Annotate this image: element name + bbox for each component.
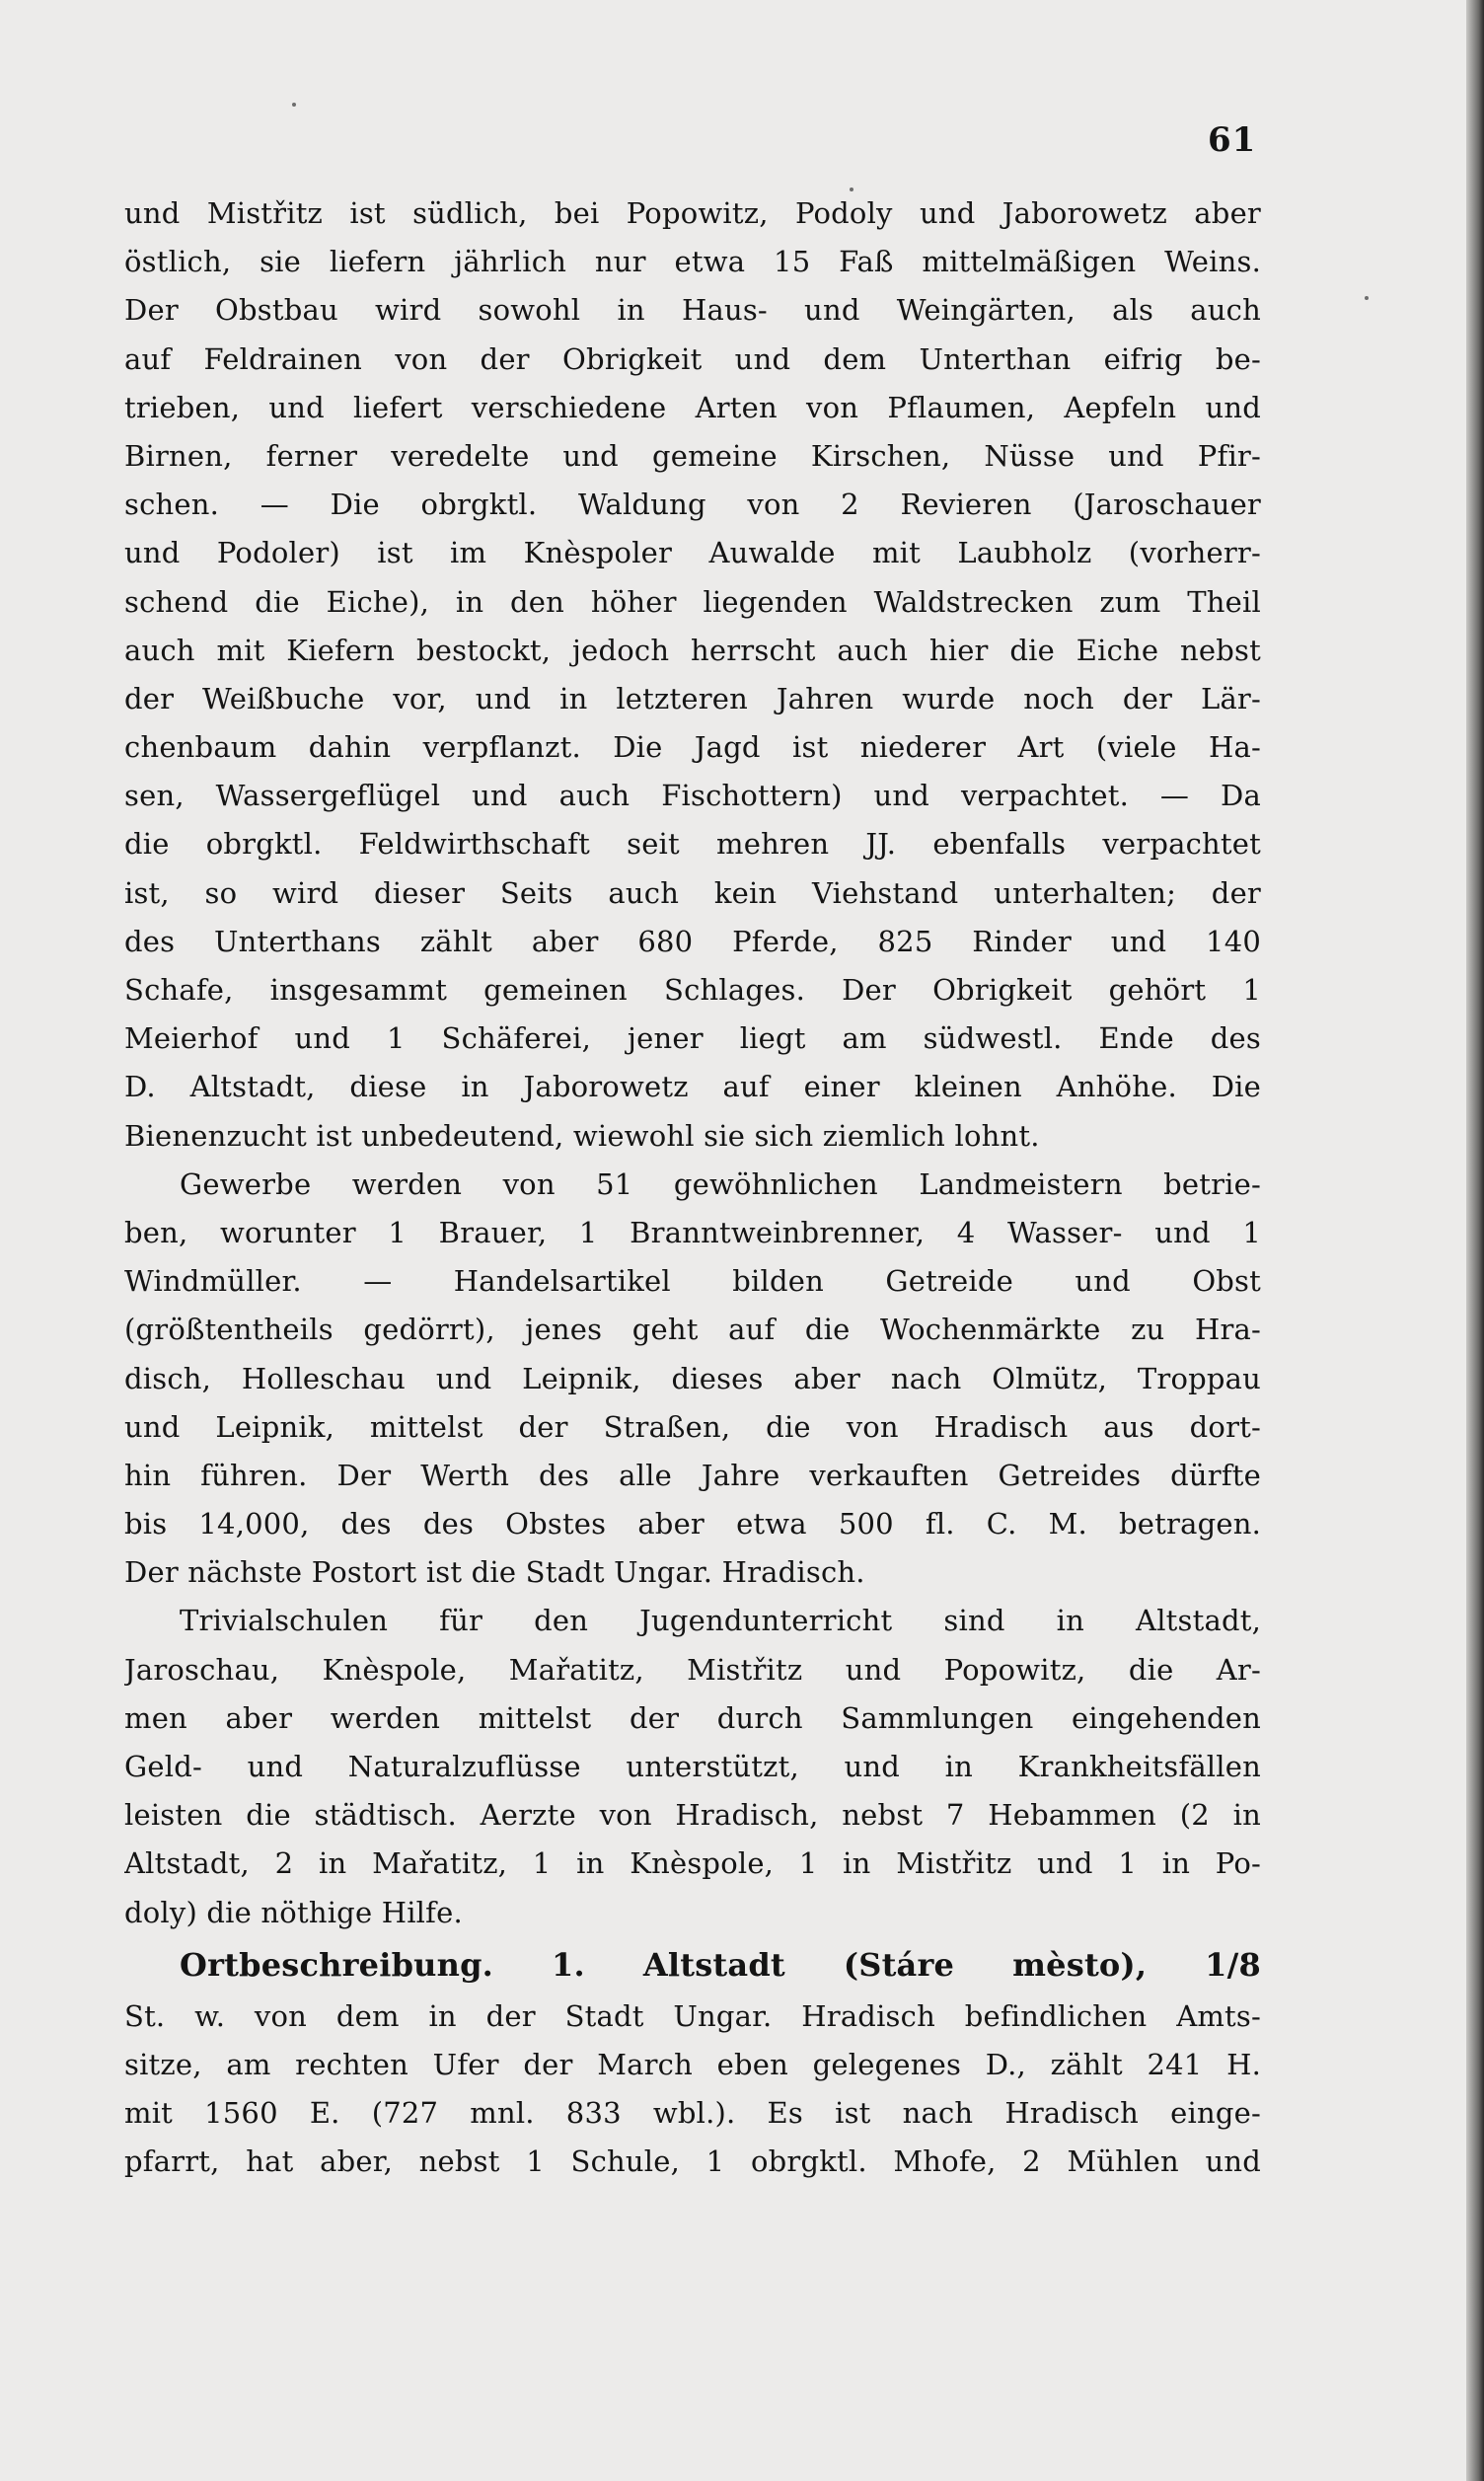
text-line: der Weißbuche vor, und in letzteren Jahren wurde noch der Lär- [124, 681, 1261, 715]
text-line: des Unterthans zählt aber 680 Pferde, 825 Rinder und 140 [124, 924, 1261, 958]
text-line: Birnen, ferner veredelte und gemeine Kirschen, Nüsse und Pfir- [124, 438, 1261, 473]
text-line: Der nächste Postort ist die Stadt Ungar. Hradisch. [124, 1555, 865, 1590]
text-line: sen, Wassergeflügel und auch Fischottern) und verpachtet. — Da [124, 779, 1261, 813]
text-line: D. Altstadt, diese in Jaborowetz auf einer kleinen Anhöhe. Die [124, 1070, 1261, 1104]
text-line: Der Obstbau wird sowohl in Haus- und Weingärten, als auch [124, 293, 1261, 328]
text-line: men aber werden mittelst der durch Sammlungen eingehenden [124, 1700, 1261, 1735]
text-line: bis 14,000, des des Obstes aber etwa 500 fl. C. M. betragen. [124, 1507, 1261, 1541]
scan-speck [292, 103, 296, 107]
text-line: hin führen. Der Werth des alle Jahre verkauften Getreides dürfte [124, 1458, 1261, 1492]
page-edge-shadow [1466, 0, 1484, 2481]
text-line: und Mistřitz ist südlich, bei Popowitz, Podoly und Jaborowetz aber [124, 196, 1261, 230]
section-heading-line: Ortbeschreibung. 1. Altstadt (Stáre mèsto), 1/8 [180, 1945, 1261, 1984]
text-line: Geld- und Naturalzuflüsse unterstützt, und in Krankheitsfällen [124, 1750, 1261, 1783]
body-text [124, 189, 1261, 2187]
text-line: Altstadt, 2 in Mařatitz, 1 in Knèspole, 1 in Mistřitz und 1 in Po- [124, 1846, 1261, 1881]
text-line: und Podoler) ist im Knèspoler Auwalde mit Laubholz (vorherr- [124, 536, 1261, 570]
scan-speck [1365, 296, 1369, 300]
text-line: trieben, und liefert verschiedene Arten von Pflaumen, Aepfeln und [124, 390, 1261, 424]
text-line: leisten die städtisch. Aerzte von Hradisch, nebst 7 Hebammen (2 in [124, 1798, 1261, 1833]
text-line: und Leipnik, mittelst der Straßen, die von Hradisch aus dort- [124, 1409, 1261, 1444]
text-line: die obrgktl. Feldwirthschaft seit mehren JJ. ebenfalls verpachtet [124, 827, 1261, 862]
text-line: Jaroschau, Knèspole, Mařatitz, Mistřitz und Popowitz, die Ar- [124, 1652, 1261, 1687]
text-line: Meierhof und 1 Schäferei, jener liegt am südwestl. Ende des [124, 1021, 1261, 1056]
text-line: (größtentheils gedörrt), jenes geht auf die Wochenmärkte zu Hra- [124, 1313, 1261, 1347]
text-line: Windmüller. — Handelsartikel bilden Getreide und Obst [124, 1264, 1261, 1299]
text-line: St. w. von dem in der Stadt Ungar. Hradisch befindlichen Amts- [124, 1998, 1261, 2033]
text-line: Schafe, insgesammt gemeinen Schlages. Der Obrigkeit gehört 1 [124, 973, 1261, 1007]
text-line: doly) die nöthige Hilfe. [124, 1895, 463, 1929]
text-line: Bienenzucht ist unbedeutend, wiewohl sie sich ziemlich lohnt. [124, 1118, 1040, 1153]
page-number: 61 [1208, 120, 1257, 160]
text-line: pfarrt, hat aber, nebst 1 Schule, 1 obrgktl. Mhofe, 2 Mühlen und [124, 2144, 1261, 2179]
text-line: Gewerbe werden von 51 gewöhnlichen Landmeistern betrie- [180, 1166, 1261, 1201]
text-line: sitze, am rechten Ufer der March eben gelegenes D., zählt 241 H. [124, 2047, 1261, 2081]
text-line: auch mit Kiefern bestockt, jedoch herrscht auch hier die Eiche nebst [124, 633, 1261, 667]
text-line: schend die Eiche), in den höher liegenden Waldstrecken zum Theil [124, 584, 1261, 619]
text-line: Trivialschulen für den Jugendunterricht sind in Altstadt, [180, 1604, 1261, 1638]
text-line: ist, so wird dieser Seits auch kein Viehstand unterhalten; der [124, 875, 1261, 910]
text-line: östlich, sie liefern jährlich nur etwa 15 Faß mittelmäßigen Weins. [124, 245, 1261, 279]
text-line: mit 1560 E. (727 mnl. 833 wbl.). Es ist nach Hradisch einge- [124, 2096, 1261, 2131]
text-line: auf Feldrainen von der Obrigkeit und dem Unterthan eifrig be- [124, 341, 1261, 376]
text-line: ben, worunter 1 Brauer, 1 Branntweinbrenner, 4 Wasser- und 1 [124, 1215, 1261, 1249]
text-line: schen. — Die obrgktl. Waldung von 2 Revieren (Jaroschauer [124, 488, 1261, 522]
text-line: chenbaum dahin verpflanzt. Die Jagd ist niederer Art (viele Ha- [124, 730, 1261, 765]
text-line: disch, Holleschau und Leipnik, dieses aber nach Olmütz, Troppau [124, 1361, 1261, 1395]
